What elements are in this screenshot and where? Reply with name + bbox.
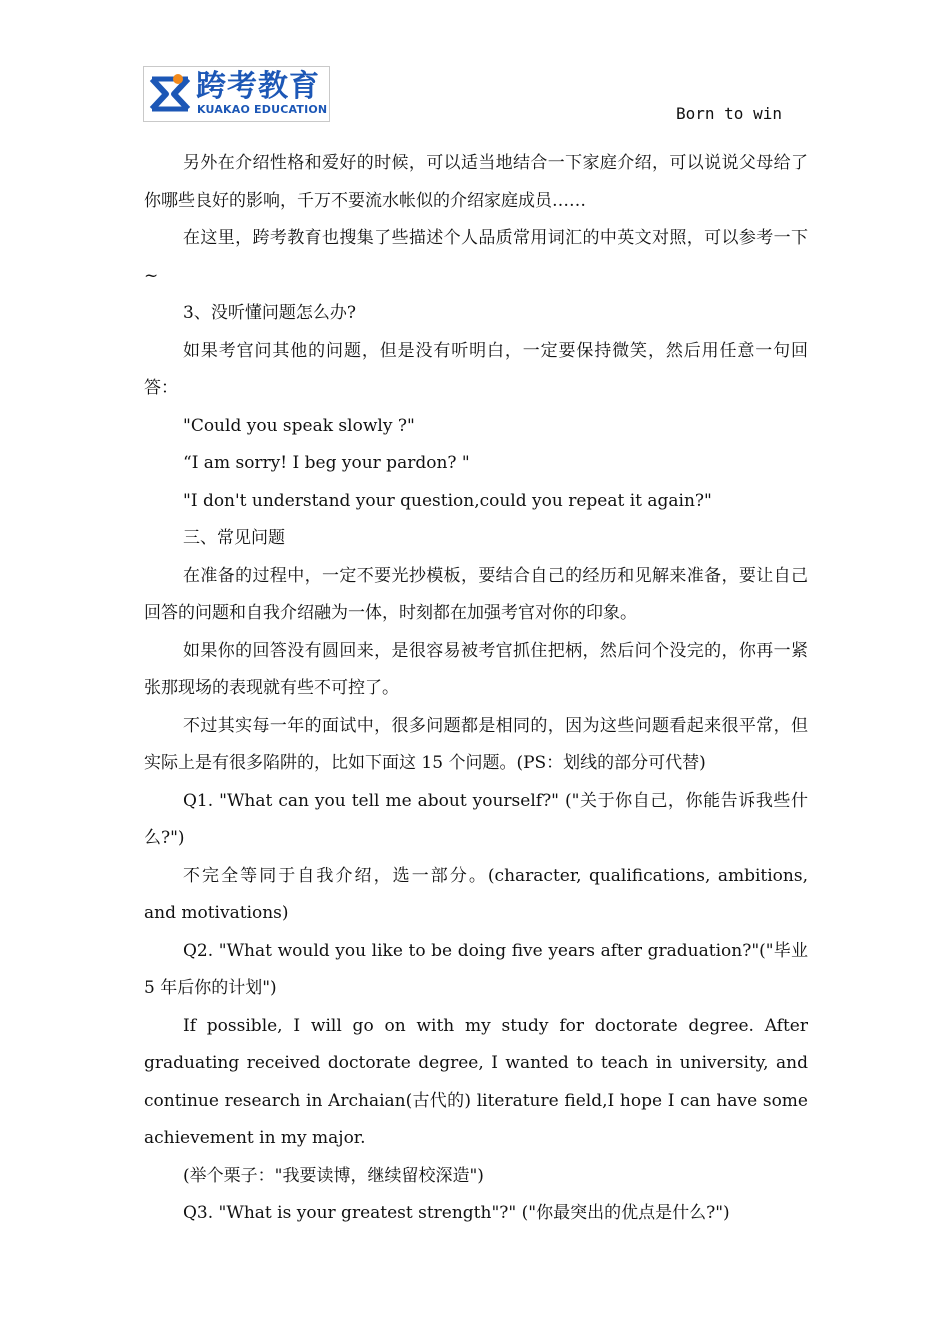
question-q1: Q1. "What can you tell me about yourself?" ("关于你自己，你能告诉我些什么?") xyxy=(144,790,808,848)
paragraph-keep-smiling: 如果考官问其他的问题，但是没有听明白，一定要保持微笑，然后用任意一句回答： xyxy=(144,340,808,398)
logo-mark-icon xyxy=(147,70,193,116)
logo-english-name: KUAKAO EDUCATION xyxy=(197,103,328,116)
heading-not-understood: 3、没听懂问题怎么办? xyxy=(183,303,356,323)
paragraph-answer-risk: 如果你的回答没有圆回来，是很容易被考官抓住把柄，然后问个没完的，你再一紧张那现场的表现就有些不可控了。 xyxy=(144,640,808,698)
answer-q1-note: 不完全等同于自我介绍，选一部分。(character, qualifications, ambitions, and motivations) xyxy=(144,865,808,923)
phrase-speak-slowly: "Could you speak slowly ?" xyxy=(183,415,415,436)
page-header xyxy=(0,0,950,130)
phrase-beg-pardon: “I am sorry! I beg your pardon? " xyxy=(183,453,470,473)
phrase-repeat-question: "I don't understand your question,could you repeat it again?" xyxy=(183,490,712,511)
paragraph-family-intro: 另外在介绍性格和爱好的时候，可以适当地结合一下家庭介绍，可以说说父母给了你哪些良好的影响，千万不要流水帐似的介绍家庭成员…… xyxy=(144,153,808,211)
kuakao-logo xyxy=(143,66,330,122)
paragraph-vocabulary: 在这里，跨考教育也搜集了些描述个人品质常用词汇的中英文对照，可以参考一下~ xyxy=(144,228,808,286)
question-q3: Q3. "What is your greatest strength"?" ("你最突出的优点是什么?") xyxy=(183,1203,730,1223)
document-body xyxy=(144,145,808,1233)
answer-q2-example: (举个栗子："我要读博，继续留校深造") xyxy=(183,1165,484,1186)
paragraph-fifteen-questions: 不过其实每一年的面试中，很多问题都是相同的，因为这些问题看起来很平常，但实际上是有很多陷阱的，比如下面这 15 个问题。(PS：划线的部分可代替) xyxy=(144,715,808,773)
answer-q2-sample: If possible, I will go on with my study for doctorate degree. After graduating received doctorate degree, I wanted to teach in university, and continue research in Archaian(古代的) literature field,I hope I can have some achievement in my major. xyxy=(144,1015,808,1148)
paragraph-preparation: 在准备的过程中，一定不要光抄模板，要结合自己的经历和见解来准备，要让自己回答的问题和自我介绍融为一体，时刻都在加强考官对你的印象。 xyxy=(144,565,808,623)
header-tagline: Born to win xyxy=(676,104,782,123)
question-q2: Q2. "What would you like to be doing five years after graduation?"("毕业 5 年后你的计划") xyxy=(144,940,808,998)
logo-chinese-name: 跨考教育 xyxy=(196,69,320,104)
heading-common-questions: 三、常见问题 xyxy=(183,528,285,548)
